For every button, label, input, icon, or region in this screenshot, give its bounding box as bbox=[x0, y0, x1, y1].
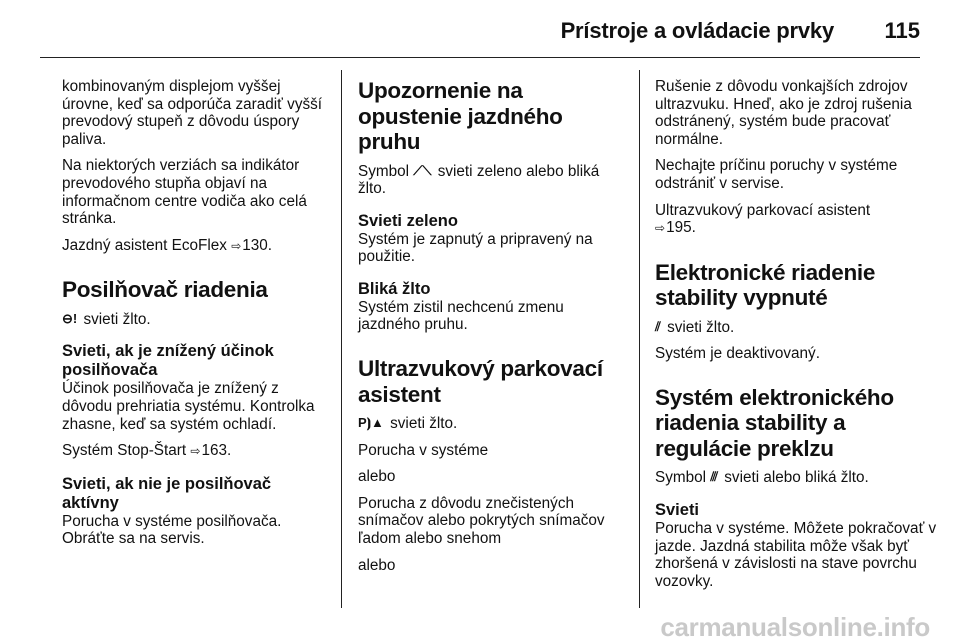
heading-parking-assist: Ultrazvukový parkovací asistent bbox=[358, 356, 603, 407]
paragraph-booster-inactive: Porucha v systéme posilňovača. Obráťte sa na servis. bbox=[62, 512, 282, 548]
paragraph-parking-ref bbox=[655, 202, 945, 238]
ref-page: 130. bbox=[242, 236, 273, 254]
paragraph-fault-system: Porucha v systéme bbox=[358, 441, 489, 459]
reference-arrow-icon: ⇨ bbox=[655, 221, 666, 236]
parking-assist-icon: P⦘▲ bbox=[358, 415, 384, 431]
reference-arrow-icon: ⇨ bbox=[190, 444, 201, 459]
lane-symbol-line bbox=[358, 163, 626, 198]
heading-flashes-yellow: Bliká žlto bbox=[358, 279, 431, 298]
brake-status-line bbox=[62, 311, 332, 329]
esc-off-status-text: svieti žlto. bbox=[667, 318, 735, 336]
column-1 bbox=[62, 78, 332, 557]
paragraph-esc-lights: Porucha v systéme. Môžete pokračovať v jazde. Jazdná stabilita môže však byť zhoršená v závislosti na stave povrchu vozovky. bbox=[655, 520, 937, 590]
esc-symbol-post: svieti alebo bliká žlto. bbox=[724, 469, 869, 487]
esc-off-icon: ⫽ bbox=[655, 318, 661, 334]
esc-off-status-line bbox=[655, 319, 945, 337]
column-2 bbox=[358, 78, 626, 583]
paragraph-stopstart-ref bbox=[62, 442, 332, 461]
paragraph-or: alebo bbox=[358, 468, 396, 486]
paragraph-or: alebo bbox=[358, 556, 396, 574]
lane-symbol-post: svieti zeleno alebo bliká žlto. bbox=[358, 162, 600, 198]
ref-label: Jazdný asistent EcoFlex bbox=[62, 236, 227, 254]
column-divider-1 bbox=[341, 70, 342, 608]
heading-esc-tc: Systém elektronického riadenia stability a regulácie preklzu bbox=[655, 384, 894, 461]
paragraph-service: Nechajte príčinu poruchy v systéme odstrániť v servise. bbox=[655, 157, 898, 192]
watermark: carmanualsonline.info bbox=[660, 612, 930, 642]
paragraph-lights-green: Systém je zapnutý a pripravený na použitie. bbox=[358, 230, 593, 266]
reference-arrow-icon: ⇨ bbox=[231, 238, 242, 253]
page-header bbox=[0, 0, 960, 56]
lane-symbol-pre: Symbol bbox=[358, 162, 410, 180]
paragraph-fault-sensors: Porucha z dôvodu znečistených snímačov alebo pokrytých snímačov ľadom alebo snehom bbox=[358, 494, 605, 548]
header-divider bbox=[40, 57, 920, 58]
heading-lane-departure: Upozornenie na opustenie jazdného pruhu bbox=[358, 78, 563, 154]
brake-status-text: svieti žlto. bbox=[83, 310, 151, 328]
paragraph-ecoflex-ref bbox=[62, 237, 332, 256]
paragraph-reduced-effect: Účinok posilňovača je znížený z dôvodu prehriatia systému. Kontrolka zhasne, keď sa systém ochladí. bbox=[62, 380, 315, 433]
page-title: Prístroje a ovládacie prvky bbox=[560, 18, 834, 43]
esc-traction-control-icon: ⫻ bbox=[710, 469, 719, 485]
brake-booster-warning-icon: ⊖! bbox=[62, 310, 78, 326]
page-number: 115 bbox=[884, 18, 920, 43]
ref-page: 195. bbox=[666, 219, 696, 237]
paragraph-interference: Rušenie z dôvodu vonkajších zdrojov ultrazvuku. Hneď, ako je zdroj rušenia odstránený, systém bude pracovať normálne. bbox=[655, 78, 912, 148]
esc-symbol-line bbox=[655, 469, 945, 487]
lane-departure-icon: ⟋⟍ bbox=[413, 162, 432, 178]
heading-brake-booster: Posilňovač riadenia bbox=[62, 277, 268, 303]
column-3 bbox=[655, 78, 945, 599]
parking-status-text: svieti žlto. bbox=[390, 415, 458, 433]
esc-symbol-pre: Symbol bbox=[655, 469, 707, 487]
heading-esc-off: Elektronické riadenie stability vypnuté bbox=[655, 259, 876, 311]
paragraph-gear-page: Na niektorých verziách sa indikátor prevodového stupňa objaví na informačnom centre vodiča ako celá stránka. bbox=[62, 157, 307, 228]
heading-esc-lights: Svieti bbox=[655, 501, 700, 520]
parking-status-line bbox=[358, 415, 626, 433]
column-divider-2 bbox=[639, 70, 640, 608]
paragraph-gear-indicator: kombinovaným displejom vyššej úrovne, keď sa odporúča zaradiť vyšší prevodový stupeň z dôvodu úspory paliva. bbox=[62, 78, 323, 148]
heading-booster-inactive: Svieti, ak nie je posilňovač aktívny bbox=[62, 474, 272, 512]
ref-label: Ultrazvukový parkovací asistent bbox=[655, 201, 871, 219]
paragraph-flashes-yellow: Systém zistil nechcenú zmenu jazdného pruhu. bbox=[358, 298, 564, 334]
paragraph-esc-deactivated: Systém je deaktivovaný. bbox=[655, 345, 820, 363]
heading-lights-green: Svieti zeleno bbox=[358, 211, 458, 230]
ref-label: Systém Stop-Štart bbox=[62, 442, 187, 460]
heading-reduced-effect: Svieti, ak je znížený účinok posilňovača bbox=[62, 342, 274, 380]
ref-page: 163. bbox=[201, 442, 232, 460]
